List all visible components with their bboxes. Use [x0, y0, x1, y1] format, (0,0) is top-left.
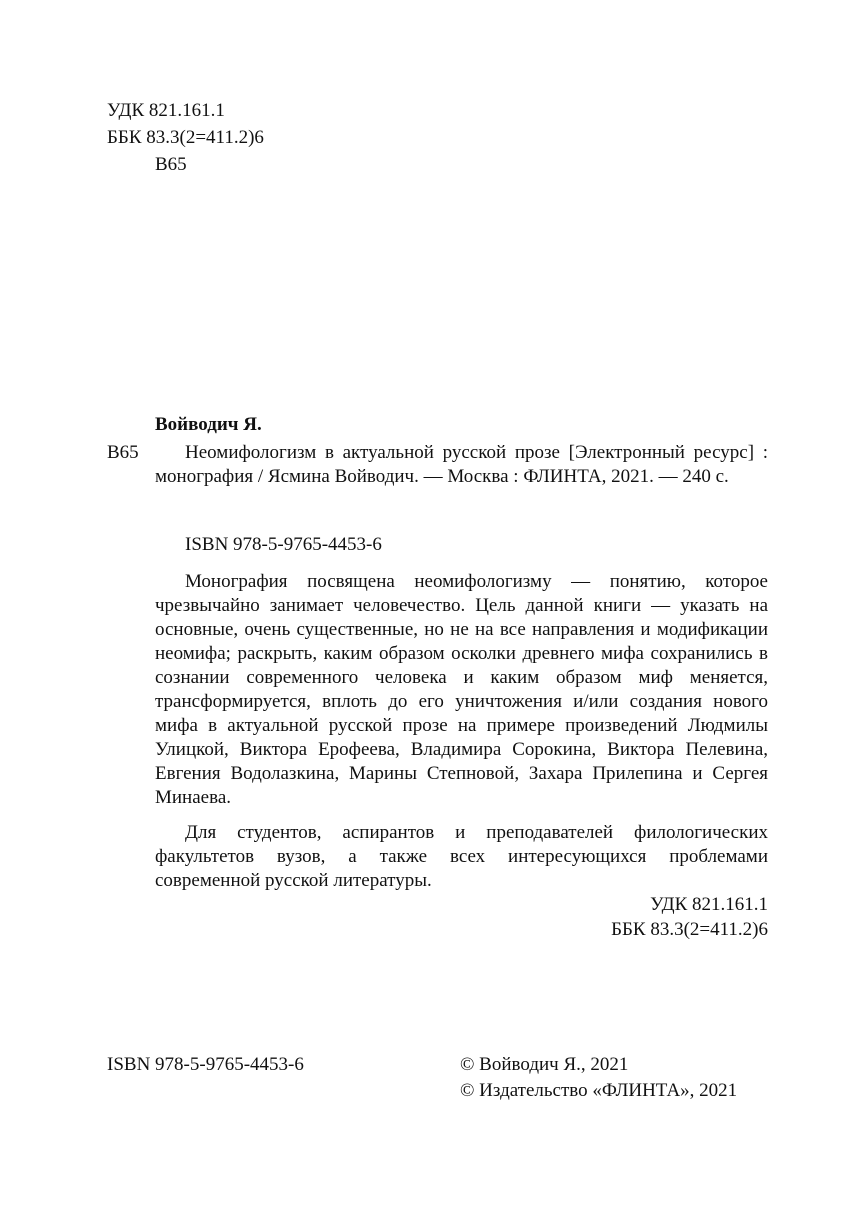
copyright-publisher: © Издательство «ФЛИНТА», 2021: [460, 1080, 738, 1101]
copyright-author: © Войводич Я., 2021: [460, 1054, 629, 1075]
udk-code-bottom: УДК 821.161.1: [650, 894, 768, 915]
isbn-footer: ISBN 978-5-9765-4453-6: [107, 1054, 304, 1075]
author-heading: Войводич Я.: [155, 414, 262, 435]
annotation-paragraph: Монография посвящена неомифологизму — понятию, которое чрезвычайно занимает человечество. Цель данной книги — указать на основные, очень существенные, но не на все направления и модификации неомифа; раскрыть, каким образом осколки древнего мифа сохранились в сознании современного человека и каким образом миф меняется, трансформируется, вплоть до его уничтожения и/или создания нового мифа в актуальной русской прозе на примере произведений Людмилы Улицкой, Виктора Ерофеева, Владимира Сорокина, Виктора Пелевина, Евгения Водолазкина, Марины Степновой, Захара Прилепина и Сергея Минаева.: [155, 571, 768, 808]
author-mark-top: В65: [155, 154, 187, 175]
audience-paragraph: Для студентов, аспирантов и преподавателей филологических факультетов вузов, а также всех интересующихся проблемами современной русской литературы.: [155, 822, 768, 891]
udk-code-top: УДК 821.161.1: [107, 100, 225, 121]
author-mark-record: В65: [107, 442, 139, 463]
bibliographic-description: Неомифологизм в актуальной русской прозе [Электронный ресурс] : монография / Ясмина Войводич. — Москва : ФЛИНТА, 2021. — 240 с.: [155, 442, 768, 487]
bbk-code-bottom: ББК 83.3(2=411.2)6: [611, 919, 768, 940]
isbn-record: ISBN 978-5-9765-4453-6: [185, 534, 382, 555]
bbk-code-top: ББК 83.3(2=411.2)6: [107, 127, 264, 148]
